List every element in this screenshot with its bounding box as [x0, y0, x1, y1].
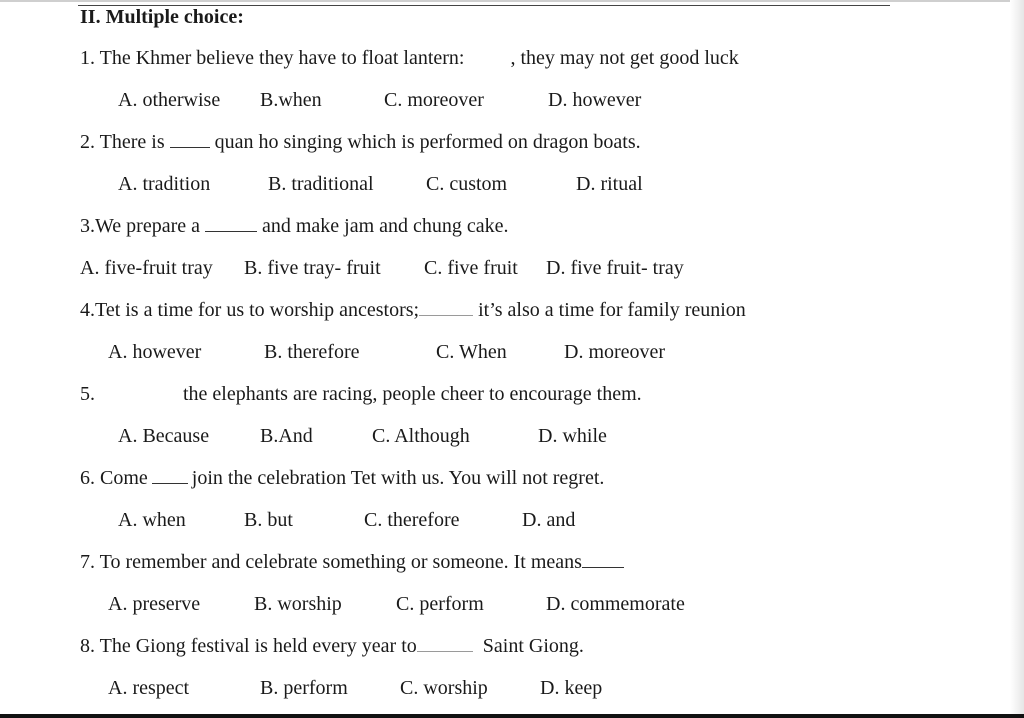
q1-option-c[interactable]: C. moreover — [384, 89, 484, 111]
q5-option-d[interactable]: D. while — [538, 425, 607, 447]
question-7 — [80, 549, 624, 575]
question-1 — [80, 45, 739, 71]
question-4 — [80, 297, 746, 323]
q5-option-a[interactable]: A. Because — [118, 425, 210, 447]
q8-option-c[interactable]: C. worship — [400, 677, 488, 699]
q8-option-a[interactable]: A. respect — [108, 677, 190, 699]
question-8 — [80, 633, 584, 659]
answer-blank — [419, 297, 473, 316]
question-7-text: 7. To remember and celebrate something or someone. It means — [80, 551, 582, 573]
question-2 — [80, 129, 641, 155]
question-3-text: 3.We prepare a — [80, 215, 200, 237]
question-5-text: the elephants are racing, people cheer to encourage them. — [183, 383, 642, 405]
q3-option-d[interactable]: D. five fruit- tray — [546, 257, 684, 279]
bottom-border — [0, 714, 1024, 718]
question-2-text: 2. There is — [80, 131, 165, 153]
question-8-text-after: Saint Giong. — [482, 635, 584, 657]
section-title: II. Multiple choice: — [80, 6, 244, 28]
q6-option-d[interactable]: D. and — [522, 509, 576, 531]
q7-option-a[interactable]: A. preserve — [108, 593, 201, 615]
q4-option-c[interactable]: C. When — [436, 341, 507, 363]
answer-blank — [582, 549, 624, 568]
question-1-text: 1. The Khmer believe they have to float lantern: — [80, 47, 465, 69]
q4-option-b[interactable]: B. therefore — [264, 341, 360, 363]
top-border — [0, 0, 1024, 2]
q6-option-a[interactable]: A. when — [118, 509, 186, 531]
q2-option-c[interactable]: C. custom — [426, 173, 508, 195]
q1-option-a[interactable]: A. otherwise — [118, 89, 221, 111]
q5-option-b[interactable]: B.And — [260, 425, 313, 447]
q8-option-d[interactable]: D. keep — [540, 677, 603, 699]
q3-option-b[interactable]: B. five tray- fruit — [244, 257, 381, 279]
question-6 — [80, 465, 604, 491]
answer-blank — [170, 129, 210, 148]
question-3 — [80, 213, 509, 239]
question-5-number: 5. — [80, 383, 95, 405]
q2-option-a[interactable]: A. tradition — [118, 173, 211, 195]
question-1-text-after: , they may not get good luck — [510, 47, 739, 69]
question-6-text-after: join the celebration Tet with us. You will not regret. — [191, 467, 605, 489]
q7-option-b[interactable]: B. worship — [254, 593, 342, 615]
q4-option-a[interactable]: A. however — [108, 341, 202, 363]
q6-option-c[interactable]: C. therefore — [364, 509, 460, 531]
answer-blank — [152, 465, 188, 484]
q8-option-b[interactable]: B. perform — [260, 677, 348, 699]
question-4-text: 4.Tet is a time for us to worship ancestors; — [80, 299, 420, 321]
question-3-text-after: and make jam and chung cake. — [261, 215, 509, 237]
answer-blank — [205, 213, 257, 232]
q6-option-b[interactable]: B. but — [244, 509, 293, 531]
page-edge-shadow — [1010, 0, 1024, 718]
question-8-text: 8. The Giong festival is held every year to — [80, 635, 417, 657]
q4-option-d[interactable]: D. moreover — [564, 341, 666, 363]
question-2-text-after: quan ho singing which is performed on dragon boats. — [214, 131, 641, 153]
q7-option-c[interactable]: C. perform — [396, 593, 484, 615]
question-4-text-after: it’s also a time for family reunion — [478, 299, 746, 321]
q1-option-d[interactable]: D. however — [548, 89, 642, 111]
question-6-text: 6. Come — [80, 467, 148, 489]
question-5 — [80, 381, 642, 407]
q7-option-d[interactable]: D. commemorate — [546, 593, 685, 615]
q3-option-c[interactable]: C. five fruit — [424, 257, 518, 279]
q2-option-b[interactable]: B. traditional — [268, 173, 374, 195]
q1-option-b[interactable]: B.when — [260, 89, 322, 111]
q5-option-c[interactable]: C. Although — [372, 425, 470, 447]
answer-blank — [417, 633, 473, 652]
q3-option-a[interactable]: A. five-fruit tray — [80, 257, 213, 279]
q2-option-d[interactable]: D. ritual — [576, 173, 643, 195]
